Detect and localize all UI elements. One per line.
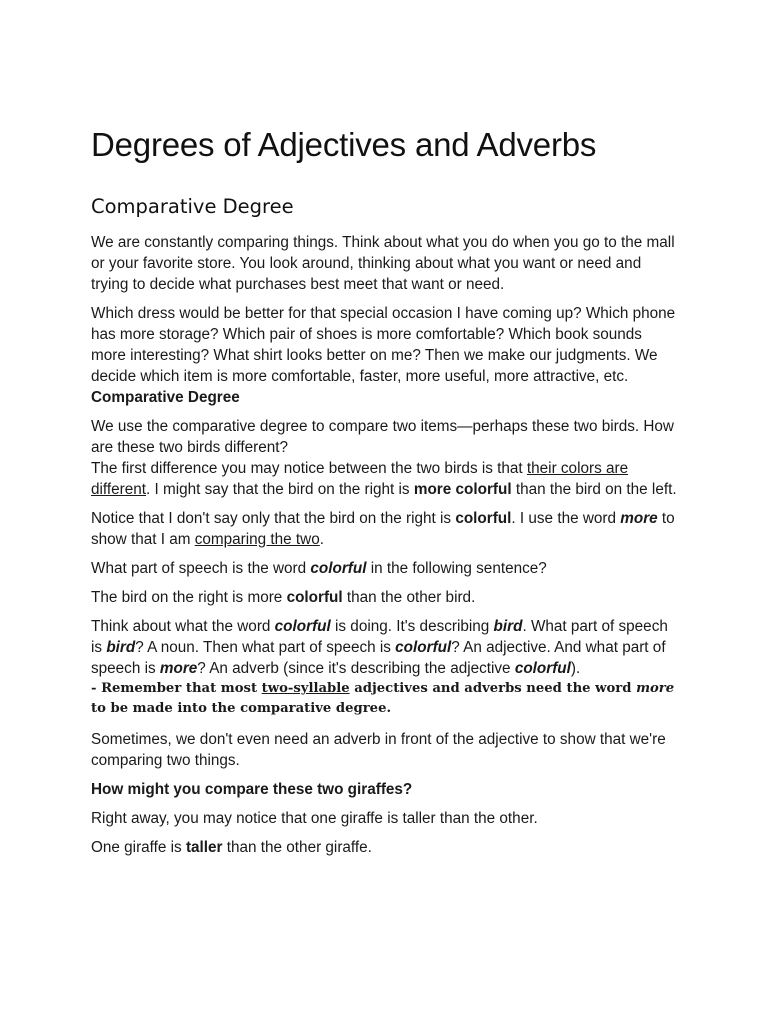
underlined-phrase: their colors are different	[91, 460, 629, 498]
document-title: Degrees of Adjectives and Adverbs	[91, 126, 597, 163]
document-content	[91, 124, 681, 866]
paragraph-example-sentence: The bird on the right is more colorful than the other bird.	[91, 589, 476, 606]
paragraph-notice: Notice that I don't say only that the bird on the right is colorful. I use the word more to show that I am comparing the two.	[91, 510, 675, 548]
bold-word: taller	[185, 839, 223, 856]
paragraph-giraffe-taller: Right away, you may notice that one giraffe is taller than the other.	[91, 810, 538, 827]
italic-word: more	[636, 681, 675, 696]
underlined-phrase: two-syllable	[261, 681, 350, 696]
paragraph-two-birds: We use the comparative degree to compare two items—perhaps these two birds. How are these two birds different?	[91, 418, 674, 456]
bold-word: colorful	[455, 510, 512, 527]
paragraph-questions: Which dress would be better for that special occasion I have coming up? Which phone has more storage? Which pair of shoes is more comfortable? Which book sounds more interesting? What shirt looks better on me? Then we make our judgments. We decide which item is more comfortable, faster, more useful, more attractive, etc.	[91, 305, 676, 385]
rule-note: - Remember that most two-syllable adjectives and adverbs need the word more to be made into the comparative degree.	[91, 681, 675, 716]
question-giraffes: How might you compare these two giraffes?	[91, 781, 413, 798]
paragraph-analysis: Think about what the word colorful is doing. It's describing bird. What part of speech is bird? A noun. Then what part of speech is colorful? An adjective. And what part of speech is more? An adverb (since it's describing the adjective colorful).	[91, 618, 668, 677]
bold-italic-word: more	[620, 510, 658, 527]
paragraph-question-part-of-speech: What part of speech is the word colorful in the following sentence?	[91, 560, 547, 577]
bold-word: colorful	[286, 589, 343, 606]
bold-italic-word: colorful	[310, 560, 367, 577]
bold-phrase: more colorful	[413, 481, 512, 498]
section-heading: Comparative Degree	[91, 195, 294, 218]
paragraph-giraffe-example: One giraffe is taller than the other giraffe.	[91, 839, 372, 856]
paragraph-first-difference: The first difference you may notice between the two birds is that their colors are different. I might say that the bird on the right is more colorful than the bird on the left.	[91, 460, 677, 498]
paragraph-intro: We are constantly comparing things. Think about what you do when you go to the mall or your favorite store. You look around, thinking about what you want or need and trying to decide what purchases best meet that want or need.	[91, 234, 675, 293]
underlined-phrase: comparing the two	[194, 531, 320, 548]
paragraph-no-adverb: Sometimes, we don't even need an adverb in front of the adjective to show that we're comparing two things.	[91, 731, 666, 769]
subheading-comparative: Comparative Degree	[91, 389, 240, 406]
